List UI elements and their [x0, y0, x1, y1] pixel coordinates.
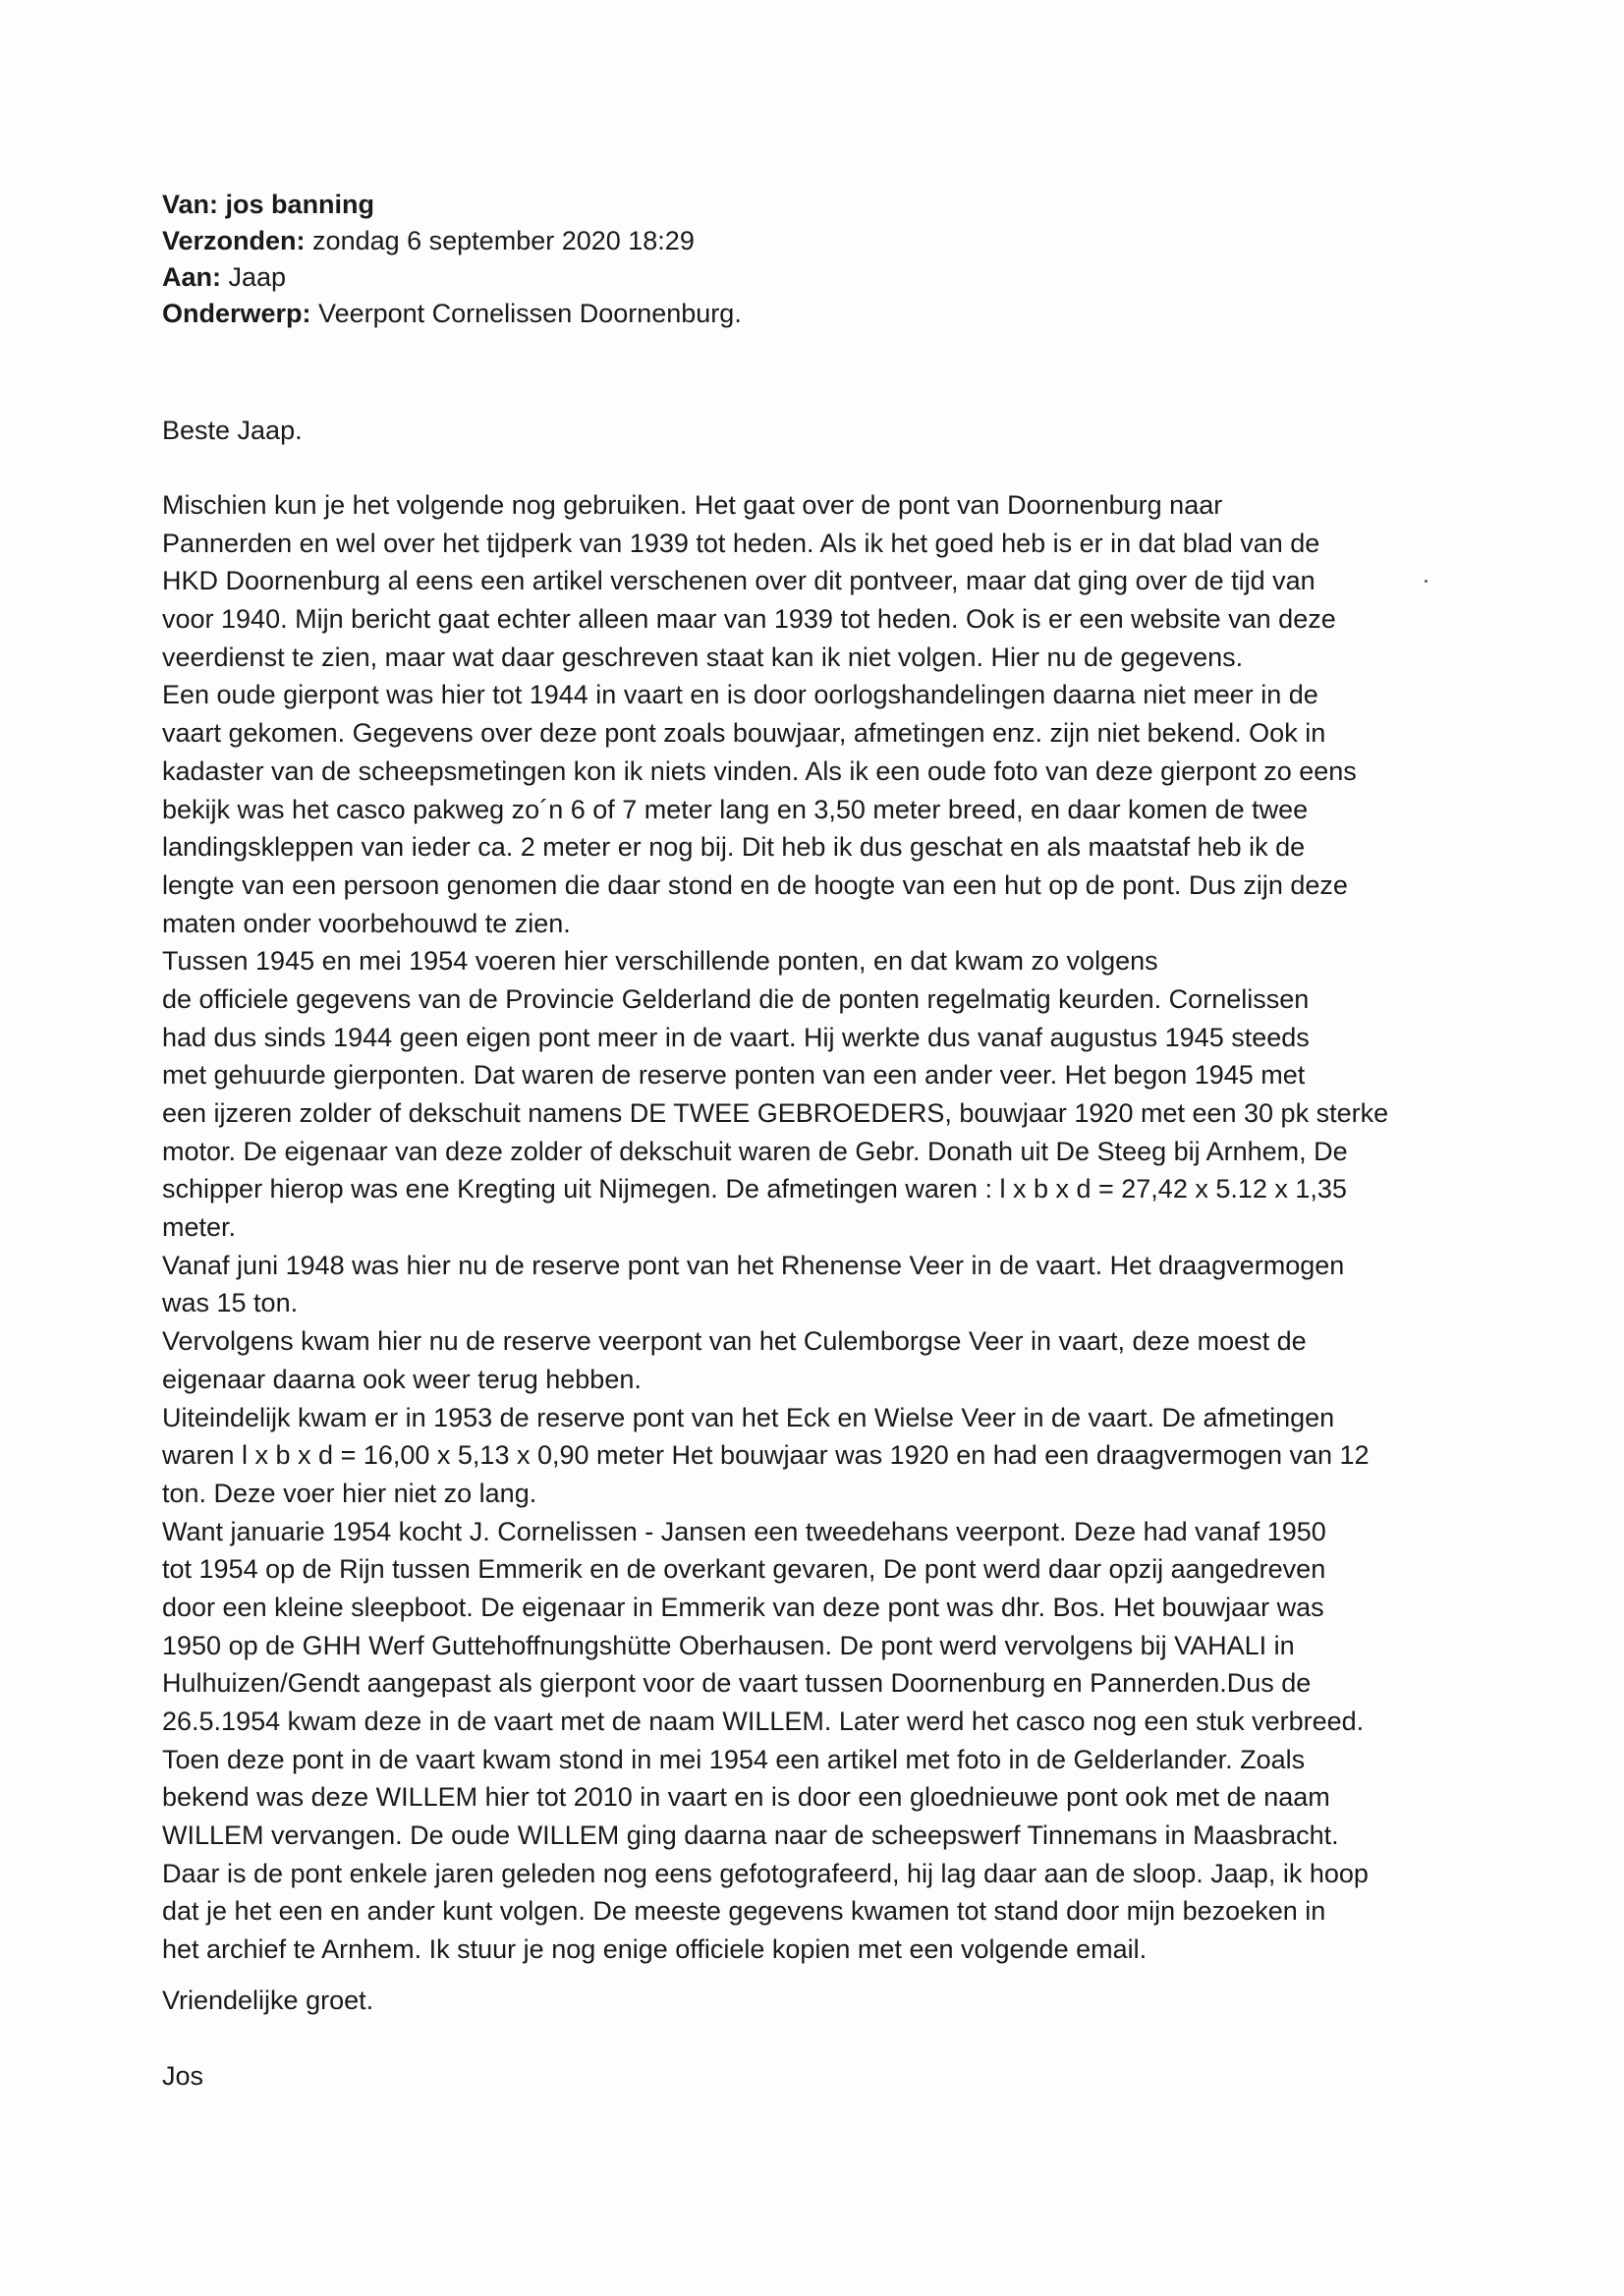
body-line: kadaster van de scheepsmetingen kon ik niets vinden. Als ik een oude foto van deze gierpont zo eens — [162, 756, 1357, 786]
body-line: WILLEM vervangen. De oude WILLEM ging daarna naar de scheepswerf Tinnemans in Maasbracht. — [162, 1820, 1339, 1851]
to-value: Jaap — [228, 262, 287, 292]
body-line: Hulhuizen/Gendt aangepast als gierpont voor de vaart tussen Doornenburg en Pannerden.Dus de — [162, 1668, 1312, 1699]
body-line: bekend was deze WILLEM hier tot 2010 in vaart en is door een gloednieuwe pont ook met de naam — [162, 1782, 1330, 1813]
body-line: voor 1940. Mijn bericht gaat echter alleen maar van 1939 tot heden. Ook is er een website van deze — [162, 604, 1336, 635]
body-line: Vanaf juni 1948 was hier nu de reserve pont van het Rhenense Veer in de vaart. Het draagvermogen — [162, 1250, 1345, 1280]
body-line: was 15 ton. — [162, 1288, 299, 1318]
body-line: tot 1954 op de Rijn tussen Emmerik en de overkant gevaren, De pont werd daar opzij aangedreven — [162, 1554, 1326, 1585]
body-line: meter. — [162, 1212, 237, 1243]
closing: Vriendelijke groet. — [162, 1986, 374, 2015]
body-line: met gehuurde gierponten. Dat waren de reserve ponten van een ander veer. Het begon 1945 met — [162, 1060, 1306, 1091]
body-line: eigenaar daarna ook weer terug hebben. — [162, 1364, 642, 1394]
body-line: door een kleine sleepboot. De eigenaar in Emmerik van deze pont was dhr. Bos. Het bouwjaar was — [162, 1592, 1324, 1622]
subject-row — [162, 296, 1459, 332]
greeting: Beste Jaap. — [162, 416, 303, 445]
email-header — [162, 187, 1459, 332]
body-line: schipper hierop was ene Kregting uit Nijmegen. De afmetingen waren : l x b x d = 27,42 x 5.12 x 1,35 — [162, 1174, 1347, 1204]
body-line: dat je het een en ander kunt volgen. De meeste gegevens kwamen tot stand door mijn bezoeken in — [162, 1896, 1326, 1927]
body-line: lengte van een persoon genomen die daar stond en de hoogte van een hut op de pont. Dus zijn deze — [162, 869, 1348, 900]
sent-label: Verzonden: — [162, 226, 306, 255]
subject-label: Onderwerp: — [162, 299, 311, 328]
body-line: Vervolgens kwam hier nu de reserve veerpont van het Culemborgse Veer in vaart, deze moest de — [162, 1326, 1307, 1357]
body-line: 26.5.1954 kwam deze in de vaart met de naam WILLEM. Later werd het casco nog een stuk verbreed. — [162, 1707, 1365, 1736]
subject-value: Veerpont Cornelissen Doornenburg. — [318, 299, 742, 328]
body-line: bekijk was het casco pakweg zo´n 6 of 7 meter lang en 3,50 meter breed, en daar komen de twee — [162, 794, 1309, 824]
from-row — [162, 187, 1459, 223]
body-line: Daar is de pont enkele jaren geleden nog eens gefotografeerd, hij lag daar aan de sloop. Jaap, ik hoop — [162, 1858, 1369, 1888]
scan-speck — [1425, 580, 1428, 583]
body-line: veerdienst te zien, maar wat daar geschreven staat kan ik niet volgen. Hier nu de gegevens. — [162, 642, 1244, 672]
body-line: HKD Doornenburg al eens een artikel verschenen over dit pontveer, maar dat ging over de tijd van — [162, 566, 1316, 596]
body-line: de officiele gegevens van de Provincie Gelderland die de ponten regelmatig keurden. Cornelissen — [162, 983, 1310, 1014]
sent-value: zondag 6 september 2020 18:29 — [312, 226, 695, 255]
body-line: Tussen 1945 en mei 1954 voeren hier verschillende ponten, en dat kwam zo volgens — [162, 946, 1158, 977]
body-line: waren l x b x d = 16,00 x 5,13 x 0,90 meter Het bouwjaar was 1920 en had een draagvermogen van 12 — [162, 1440, 1370, 1471]
body-line: ton. Deze voer hier niet zo lang. — [162, 1478, 537, 1508]
body-line: Want januarie 1954 kocht J. Cornelissen - Jansen een tweedehans veerpont. Deze had vanaf 1950 — [162, 1516, 1326, 1546]
body-line: landingskleppen van ieder ca. 2 meter er nog bij. Dit heb ik dus geschat en als maatstaf heb ik de — [162, 832, 1306, 863]
body-line: een ijzeren zolder of dekschuit namens DE TWEE GEBROEDERS, bouwjaar 1920 met een 30 pk sterke — [162, 1098, 1389, 1128]
to-row — [162, 259, 1459, 296]
body-line: 1950 op de GHH Werf Guttehoffnungshütte Oberhausen. De pont werd vervolgens bij VAHALI in — [162, 1630, 1295, 1660]
body-line: vaart gekomen. Gegevens over deze pont zoals bouwjaar, afmetingen enz. zijn niet bekend. Ook in — [162, 718, 1326, 749]
to-label: Aan: — [162, 262, 221, 292]
body-line: Mischien kun je het volgende nog gebruiken. Het gaat over de pont van Doornenburg naar — [162, 490, 1223, 520]
body-line: had dus sinds 1944 geen eigen pont meer in de vaart. Hij werkte dus vanaf augustus 1945 steeds — [162, 1022, 1310, 1052]
body-line: Een oude gierpont was hier tot 1944 in vaart en is door oorlogshandelingen daarna niet meer in de — [162, 680, 1318, 710]
signature: Jos — [162, 2061, 204, 2091]
body-line: maten onder voorbehouwd te zien. — [162, 908, 571, 938]
letter-body — [162, 486, 1459, 1969]
sent-row — [162, 223, 1459, 259]
body-line: Toen deze pont in de vaart kwam stond in mei 1954 een artikel met foto in de Gelderlander. Zoals — [162, 1744, 1306, 1774]
body-line: het archief te Arnhem. Ik stuur je nog enige officiele kopien met een volgende email. — [162, 1934, 1148, 1965]
from-label: Van: — [162, 190, 219, 219]
from-value: jos banning — [225, 190, 375, 219]
body-line: Uiteindelijk kwam er in 1953 de reserve pont van het Eck en Wielse Veer in de vaart. De afmetingen — [162, 1402, 1335, 1432]
body-line: motor. De eigenaar van deze zolder of dekschuit waren de Gebr. Donath uit De Steeg bij Arnhem, De — [162, 1136, 1348, 1166]
body-line: Pannerden en wel over het tijdperk van 1939 tot heden. Als ik het goed heb is er in dat blad van de — [162, 528, 1320, 558]
